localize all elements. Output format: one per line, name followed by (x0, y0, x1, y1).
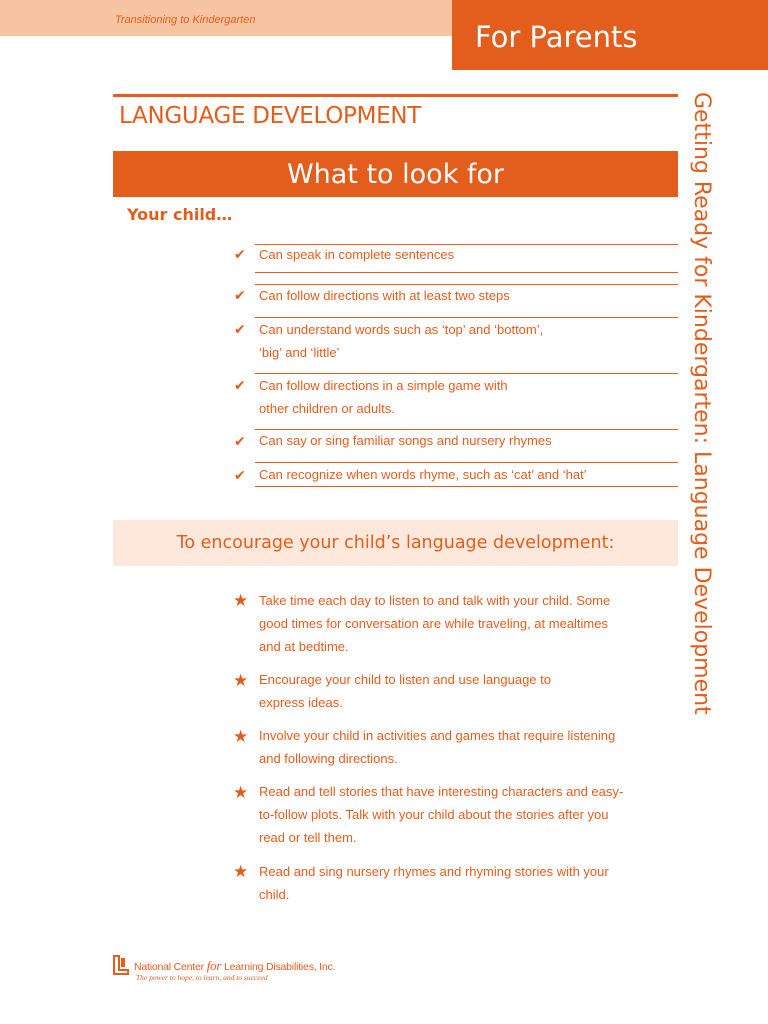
ncld-logo-icon (112, 954, 130, 976)
star-bullet-icon: ★ (233, 591, 249, 611)
star-bullet-icon: ★ (233, 783, 249, 803)
footer-org-name (134, 958, 335, 974)
checklist-rule (255, 486, 678, 487)
encourage-box (113, 520, 678, 566)
footer-org-script: for (206, 958, 222, 973)
star-bullet-icon: ★ (233, 671, 249, 691)
footer-tagline: The power to hope, to learn, and to succeed (136, 973, 268, 982)
check-mark-icon: ✔ (234, 322, 246, 338)
checklist-item-text: Can say or sing familiar songs and nursery rhymes (259, 433, 552, 448)
checklist-rule (255, 272, 678, 273)
checklist-item-text: ‘big’ and ‘little’ (259, 345, 340, 360)
tip-line: Involve your child in activities and games that require listening (259, 728, 616, 743)
tip-line: and at bedtime. (259, 639, 349, 654)
encourage-title: To encourage your child’s language development: (176, 533, 615, 553)
what-to-look-for-bar (113, 151, 678, 197)
section-heading: LANGUAGE DEVELOPMENT (119, 103, 422, 129)
tip-line: Read and sing nursery rhymes and rhyming stories with your (259, 864, 609, 879)
tip-line: Take time each day to listen to and talk with your child. Some (259, 593, 611, 608)
side-title: Getting Ready for Kindergarten: Language Development (689, 92, 714, 715)
check-mark-icon: ✔ (234, 288, 246, 304)
checklist-item-text: Can follow directions in a simple game with (259, 378, 508, 393)
checklist-item-text: other children or adults. (259, 401, 395, 416)
footer-org-part1: National Center (134, 961, 207, 973)
tip-line: Read and tell stories that have interesting characters and easy- (259, 784, 624, 799)
check-mark-icon: ✔ (234, 434, 246, 450)
your-child-intro: Your child… (127, 205, 233, 224)
tip-line: Encourage your child to listen and use language to (259, 672, 551, 687)
tip-line: read or tell them. (259, 830, 357, 845)
star-bullet-icon: ★ (233, 727, 249, 747)
tip-line: good times for conversation are while traveling, at mealtimes (259, 616, 608, 631)
star-bullet-icon: ★ (233, 862, 249, 882)
checklist-item-text: Can recognize when words rhyme, such as ‘cat’ and ‘hat’ (259, 467, 587, 482)
header-tag: Transitioning to Kindergarten (115, 14, 256, 26)
tip-line: to-follow plots. Talk with your child about the stories after you (259, 807, 609, 822)
tip-line: express ideas. (259, 695, 343, 710)
check-mark-icon: ✔ (234, 247, 246, 263)
for-parents-badge: For Parents (452, 0, 768, 70)
what-to-look-for-title: What to look for (286, 158, 505, 190)
checklist-item-text: Can follow directions with at least two steps (259, 288, 510, 303)
tip-line: child. (259, 887, 290, 902)
tip-line: and following directions. (259, 751, 398, 766)
check-mark-icon: ✔ (234, 378, 246, 394)
footer-org-part2: Learning Disabilities, Inc. (221, 961, 336, 973)
checklist-item-text: Can speak in complete sentences (259, 247, 455, 262)
section-top-rule (113, 94, 678, 97)
check-mark-icon: ✔ (234, 468, 246, 484)
checklist-item-text: Can understand words such as ‘top’ and ‘bottom’, (259, 322, 544, 337)
